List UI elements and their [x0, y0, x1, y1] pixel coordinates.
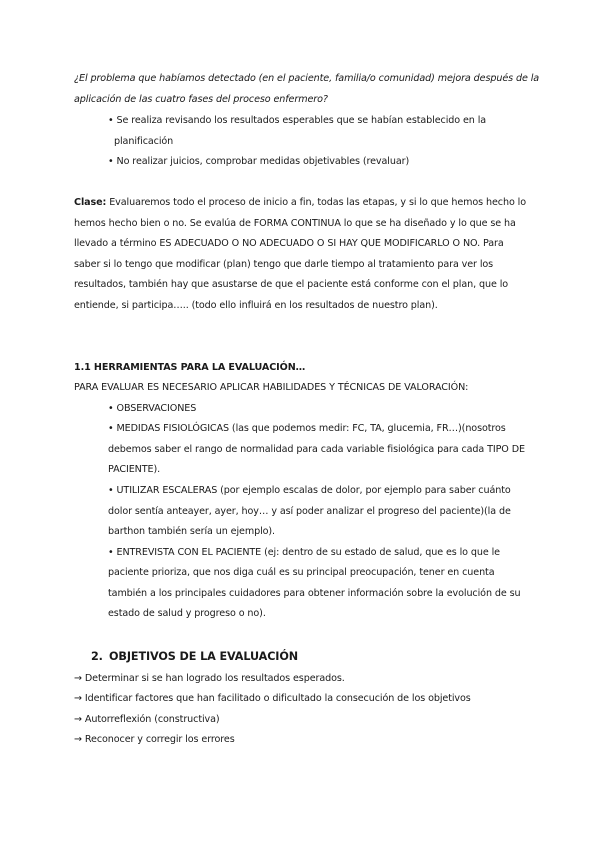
- objective-item-2: → Identificar factores que han facilitado o dificultado la consecución de los objetivos: [74, 693, 471, 704]
- clase-paragraph-line-3: llevado a término ES ADECUADO O NO ADECUADO O SI HAY QUE MODIFICARLO O NO. Para: [74, 238, 504, 249]
- clase-line-1-text: Evaluaremos todo el proceso de inicio a fin, todas las etapas, y si lo que hemos hecho lo: [106, 197, 527, 208]
- tools-bullet-escaleras-line-2: dolor sentía anteayer, ayer, hoy… y así poder analizar el progreso del paciente)(la de: [108, 506, 511, 517]
- intro-question-line-2: aplicación de las cuatro fases del proceso enfermero?: [74, 94, 328, 105]
- objective-item-1: → Determinar si se han logrado los resultados esperados.: [74, 673, 345, 684]
- objective-item-4: → Reconocer y corregir los errores: [74, 734, 235, 745]
- tools-bullet-escaleras-line-3: barthon también sería un ejemplo).: [108, 526, 276, 537]
- clase-paragraph-line-2: hemos hecho bien o no. Se evalúa de FORMA CONTINUA lo que se ha diseñado y lo que se ha: [74, 218, 516, 229]
- section-1-1-heading: 1.1 HERRAMIENTAS PARA LA EVALUACIÓN…: [74, 362, 306, 373]
- intro-question-line-1: ¿El problema que habíamos detectado (en el paciente, familia/o comunidad) mejora después de la: [74, 73, 540, 84]
- tools-bullet-entrevista-line-1: • ENTREVISTA CON EL PACIENTE (ej: dentro de su estado de salud, que es lo que le: [108, 547, 500, 558]
- tools-bullet-entrevista-line-3: también a los principales cuidadores para obtener información sobre la evolución de su: [108, 588, 521, 599]
- tools-bullet-observaciones: • OBSERVACIONES: [108, 403, 197, 414]
- clase-paragraph-line-1: [74, 197, 526, 209]
- intro-bullet-1-line-1: • Se realiza revisando los resultados esperables que se habían establecido en la: [108, 115, 487, 126]
- intro-bullet-1-line-2: planificación: [114, 136, 174, 147]
- tools-bullet-medidas-line-2: debemos saber el rango de normalidad para cada variable fisiológica para cada TIPO DE: [108, 444, 525, 455]
- clase-label: Clase:: [74, 197, 107, 208]
- section-2-heading: OBJETIVOS DE LA EVALUACIÓN: [109, 650, 299, 663]
- intro-bullet-2-line-1: • No realizar juicios, comprobar medidas objetivables (revaluar): [108, 156, 410, 167]
- tools-bullet-medidas-line-3: PACIENTE).: [108, 464, 161, 475]
- tools-bullet-entrevista-line-4: estado de salud y progreso o no).: [108, 608, 266, 619]
- section-2-number: 2.: [91, 650, 103, 663]
- clase-paragraph-line-5: resultados, también hay que asustarse de que el paciente está conforme con el plan, que lo: [74, 279, 509, 290]
- objective-item-3: → Autorreflexión (constructiva): [74, 714, 220, 725]
- clase-paragraph-line-6: entiende, si participa….. (todo ello influirá en los resultados de nuestro plan).: [74, 300, 438, 311]
- clase-paragraph-line-4: saber si lo tengo que modificar (plan) tengo que darle tiempo al tratamiento para ver los: [74, 259, 494, 270]
- tools-bullet-entrevista-line-2: paciente prioriza, que nos diga cuál es su principal preocupación, tener en cuenta: [108, 567, 495, 578]
- tools-bullet-medidas-line-1: • MEDIDAS FISIOLÓGICAS (las que podemos medir: FC, TA, glucemia, FR…)(nosotros: [108, 423, 506, 434]
- section-1-1-subtitle: PARA EVALUAR ES NECESARIO APLICAR HABILIDADES Y TÉCNICAS DE VALORACIÓN:: [74, 382, 469, 393]
- tools-bullet-escaleras-line-1: • UTILIZAR ESCALERAS (por ejemplo escalas de dolor, por ejemplo para saber cuánto: [108, 485, 511, 496]
